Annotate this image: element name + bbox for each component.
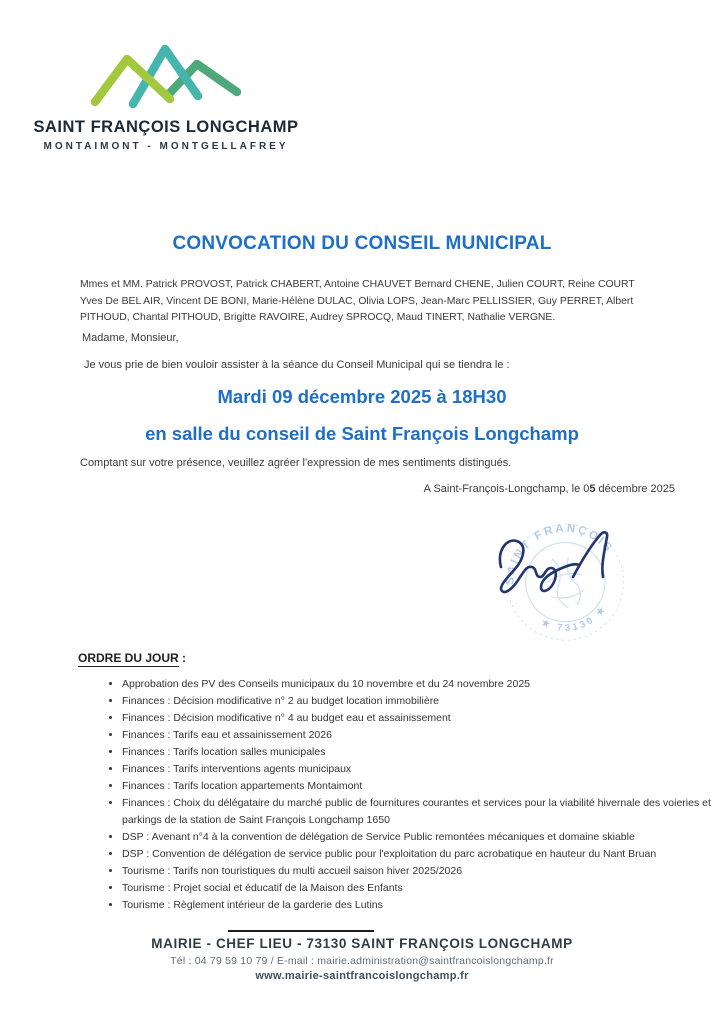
agenda-item: • Approbation des PV des Conseils municipaux du 10 novembre et du 24 novembre 2025 <box>122 676 724 693</box>
document-title: CONVOCATION DU CONSEIL MUNICIPAL <box>172 233 552 254</box>
agenda-item: • Finances : Décision modificative n° 2 au budget location immobilière <box>122 693 724 710</box>
agenda-heading <box>78 651 186 665</box>
signature-icon <box>486 527 620 605</box>
footer-contact: Tél : 04 79 59 10 79 / E-mail : mairie.administration@saintfrancoislongchamp.fr <box>170 955 554 967</box>
closing-line: Comptant sur votre présence, veuillez agréer l'expression de mes sentiments distingués. <box>80 457 512 469</box>
agenda-heading-text: ORDRE DU JOUR <box>78 651 179 665</box>
agenda-item: • Finances : Tarifs eau et assainissement 2026 <box>122 727 724 744</box>
agenda-item: • Finances : Tarifs location salles municipales <box>122 744 724 761</box>
svg-text:SAINT FRANÇOIS: SAINT FRANÇOIS <box>503 521 617 586</box>
agenda-item: • Finances : Choix du délégataire du marché public de fournitures courantes et services pour la viabilité hivernale des voieries et parkings de la station de Saint François Longchamp 1650 <box>122 795 724 829</box>
dateline-day: 5 <box>589 483 596 495</box>
agenda-item: • DSP : Avenant n°4 à la convention de délégation de Service Public remontées mécaniques et domaine skiable <box>122 829 724 846</box>
footer <box>0 936 724 982</box>
agenda-item: • Finances : Tarifs location appartements Montaimont <box>122 778 724 795</box>
logo-title: SAINT FRANÇOIS LONGCHAMP <box>33 118 299 136</box>
agenda-list <box>80 676 724 914</box>
recipients-line: Yves De BEL AIR, Vincent DE BONI, Marie-Hélène DULAC, Olivia LOPS, Jean-Marc PELLISSIER, Guy PERRET, Albert <box>80 295 634 307</box>
intro-line: Je vous prie de bien vouloir assister à la séance du Conseil Municipal qui se tiendra le : <box>84 359 510 371</box>
mountains-icon <box>91 44 241 116</box>
municipality-logo <box>28 44 304 152</box>
salutation: Madame, Monsieur, <box>82 332 179 344</box>
recipients-line: Mmes et MM. Patrick PROVOST, Patrick CHABERT, Antoine CHAUVET Bernard CHENE, Julien COURT, Reine COURT <box>80 279 635 290</box>
svg-text:★ 73130 ★: ★ 73130 ★ <box>539 602 610 635</box>
dateline <box>424 483 675 495</box>
logo-subtitle: MONTAIMONT - MONTGELLAFREY <box>43 141 289 152</box>
footer-divider <box>228 930 374 932</box>
dateline-suffix: décembre 2025 <box>595 483 675 495</box>
agenda-item: • Tourisme : Règlement intérieur de la garderie des Lutins <box>122 897 724 914</box>
footer-address: MAIRIE - CHEF LIEU - 73130 SAINT FRANÇOIS LONGCHAMP <box>151 936 573 951</box>
dateline-prefix: A Saint-François-Longchamp, le 0 <box>423 483 590 495</box>
recipients-paragraph <box>80 277 635 327</box>
agenda-item: • Tourisme : Tarifs non touristiques du multi accueil saison hiver 2025/2026 <box>122 863 724 880</box>
agenda-item: • Tourisme : Projet social et éducatif de la Maison des Enfants <box>122 880 724 897</box>
meeting-location: en salle du conseil de Saint François Longchamp <box>145 423 579 444</box>
agenda-item: • Finances : Tarifs interventions agents municipaux <box>122 761 724 778</box>
footer-website: www.mairie-saintfrancoislongchamp.fr <box>255 970 469 982</box>
agenda-item: • DSP : Convention de délégation de service public pour l'exploitation du parc acrobatique en hauteur du Nant Bruan <box>122 846 724 863</box>
agenda-heading-colon: : <box>178 651 187 665</box>
recipients-line: PITHOUD, Chantal PITHOUD, Brigitte RAVOIRE, Audrey SPROCQ, Maud TINERT, Nathalie VERGNE. <box>80 312 556 323</box>
agenda-item: • Finances : Décision modificative n° 4 au budget eau et assainissement <box>122 710 724 727</box>
meeting-datetime: Mardi 09 décembre 2025 à 18H30 <box>217 386 507 407</box>
